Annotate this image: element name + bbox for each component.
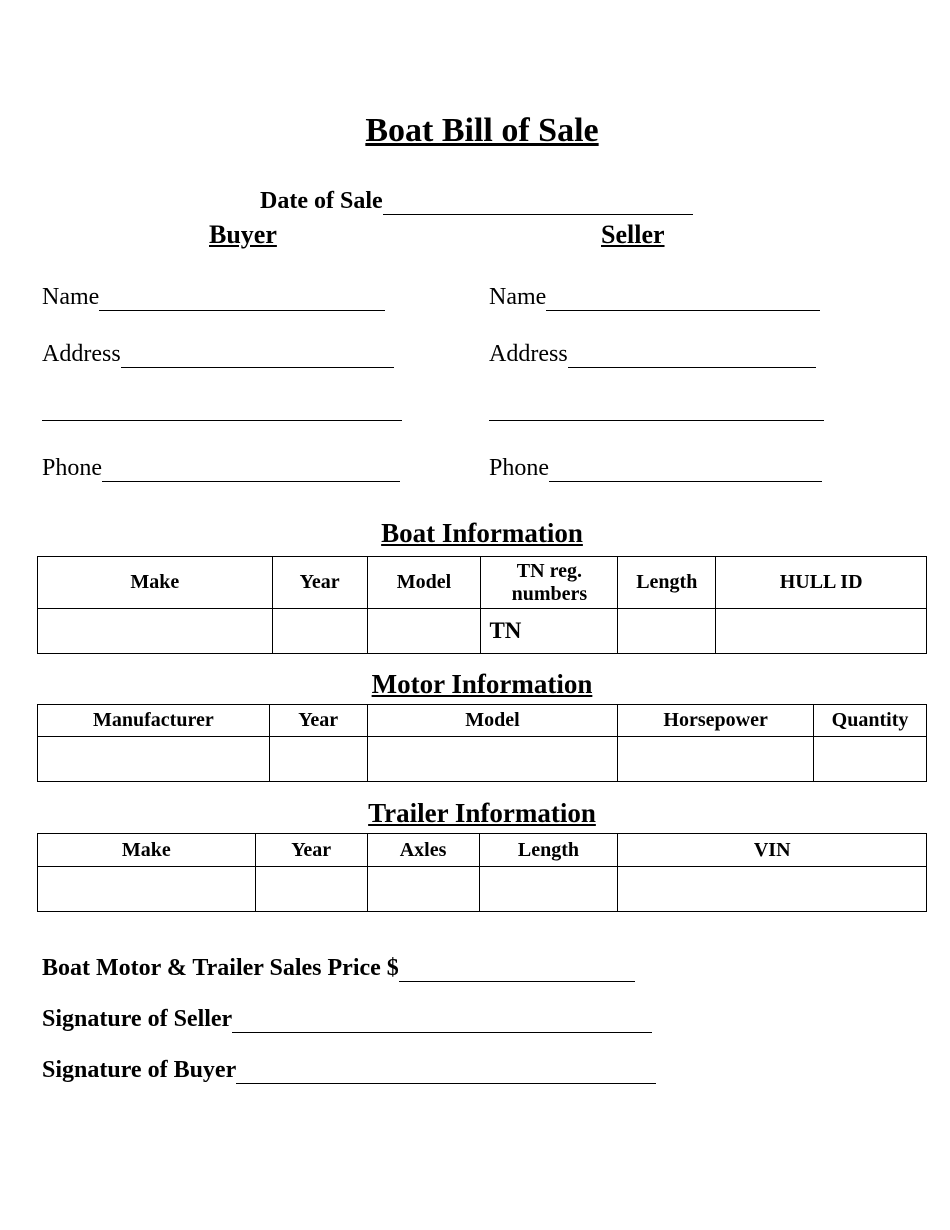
seller-address-field[interactable] [568, 345, 816, 368]
sales-price-row [42, 955, 635, 982]
seller-phone-row [489, 455, 822, 482]
boat-model-cell[interactable] [367, 609, 481, 654]
motor-horsepower-cell[interactable] [618, 737, 814, 782]
trailer-year-cell[interactable] [255, 867, 367, 912]
column-header-year: Year [255, 834, 367, 867]
column-header-tn-reg-numbers: TN reg. numbers [481, 557, 618, 609]
trailer-length-cell[interactable] [479, 867, 618, 912]
column-header-year: Year [269, 705, 367, 737]
trailer-information-heading: Trailer Information [368, 798, 596, 828]
column-header-model: Model [367, 705, 618, 737]
buyer-address-line2-field[interactable] [42, 398, 402, 421]
seller-signature-row [42, 1006, 652, 1033]
buyer-phone-field[interactable] [102, 459, 400, 482]
motor-manufacturer-cell[interactable] [38, 737, 270, 782]
buyer-signature-field[interactable] [236, 1061, 656, 1084]
trailer-axles-cell[interactable] [367, 867, 479, 912]
table-header-row [38, 834, 927, 867]
column-header-model: Model [367, 557, 481, 609]
boat-tn-reg-cell[interactable]: TN [481, 609, 618, 654]
column-header-quantity: Quantity [814, 705, 927, 737]
seller-phone-field[interactable] [549, 459, 822, 482]
buyer-signature-label: Signature of Buyer [42, 1057, 237, 1083]
buyer-address-label: Address [42, 341, 121, 367]
seller-address-line2-row [489, 398, 824, 421]
column-header-hull-id: HULL ID [716, 557, 927, 609]
trailer-vin-cell[interactable] [618, 867, 927, 912]
table-row [38, 737, 927, 782]
motor-information-heading: Motor Information [371, 669, 593, 699]
boat-information-table [37, 556, 927, 654]
seller-signature-field[interactable] [232, 1010, 652, 1033]
motor-model-cell[interactable] [367, 737, 618, 782]
table-row [38, 867, 927, 912]
boat-length-cell[interactable] [618, 609, 716, 654]
column-header-horsepower: Horsepower [618, 705, 814, 737]
motor-information-table [37, 704, 927, 782]
buyer-phone-label: Phone [42, 455, 102, 481]
date-of-sale-field[interactable] [383, 192, 693, 215]
column-header-length: Length [618, 557, 716, 609]
buyer-signature-row [42, 1057, 656, 1084]
column-header-vin: VIN [618, 834, 927, 867]
motor-year-cell[interactable] [269, 737, 367, 782]
date-of-sale-label: Date of Sale [260, 188, 383, 214]
buyer-name-row [42, 284, 385, 311]
buyer-name-label: Name [42, 284, 100, 310]
seller-address-row [489, 341, 816, 368]
column-header-make: Make [38, 557, 273, 609]
boat-year-cell[interactable] [272, 609, 367, 654]
column-header-manufacturer: Manufacturer [38, 705, 270, 737]
boat-information-heading: Boat Information [381, 518, 583, 548]
seller-name-field[interactable] [546, 288, 820, 311]
sales-price-field[interactable] [399, 959, 635, 982]
table-header-row [38, 557, 927, 609]
buyer-address-line2-row [42, 398, 402, 421]
page-title: Boat Bill of Sale [365, 112, 599, 149]
motor-quantity-cell[interactable] [814, 737, 927, 782]
buyer-phone-row [42, 455, 400, 482]
trailer-make-cell[interactable] [38, 867, 256, 912]
boat-make-cell[interactable] [38, 609, 273, 654]
boat-hull-id-cell[interactable] [716, 609, 927, 654]
trailer-information-table [37, 833, 927, 912]
table-header-row [38, 705, 927, 737]
seller-signature-label: Signature of Seller [42, 1006, 233, 1032]
seller-address-label: Address [489, 341, 568, 367]
buyer-name-field[interactable] [99, 288, 385, 311]
column-header-axles: Axles [367, 834, 479, 867]
seller-heading: Seller [601, 220, 665, 249]
column-header-make: Make [38, 834, 256, 867]
column-header-length: Length [479, 834, 618, 867]
sales-price-label: Boat Motor & Trailer Sales Price $ [42, 955, 399, 981]
seller-phone-label: Phone [489, 455, 549, 481]
table-row [38, 609, 927, 654]
seller-address-line2-field[interactable] [489, 398, 824, 421]
buyer-address-field[interactable] [121, 345, 394, 368]
buyer-heading: Buyer [209, 220, 277, 249]
buyer-address-row [42, 341, 394, 368]
seller-name-row [489, 284, 820, 311]
date-of-sale-row [260, 188, 693, 215]
column-header-year: Year [272, 557, 367, 609]
seller-name-label: Name [489, 284, 547, 310]
